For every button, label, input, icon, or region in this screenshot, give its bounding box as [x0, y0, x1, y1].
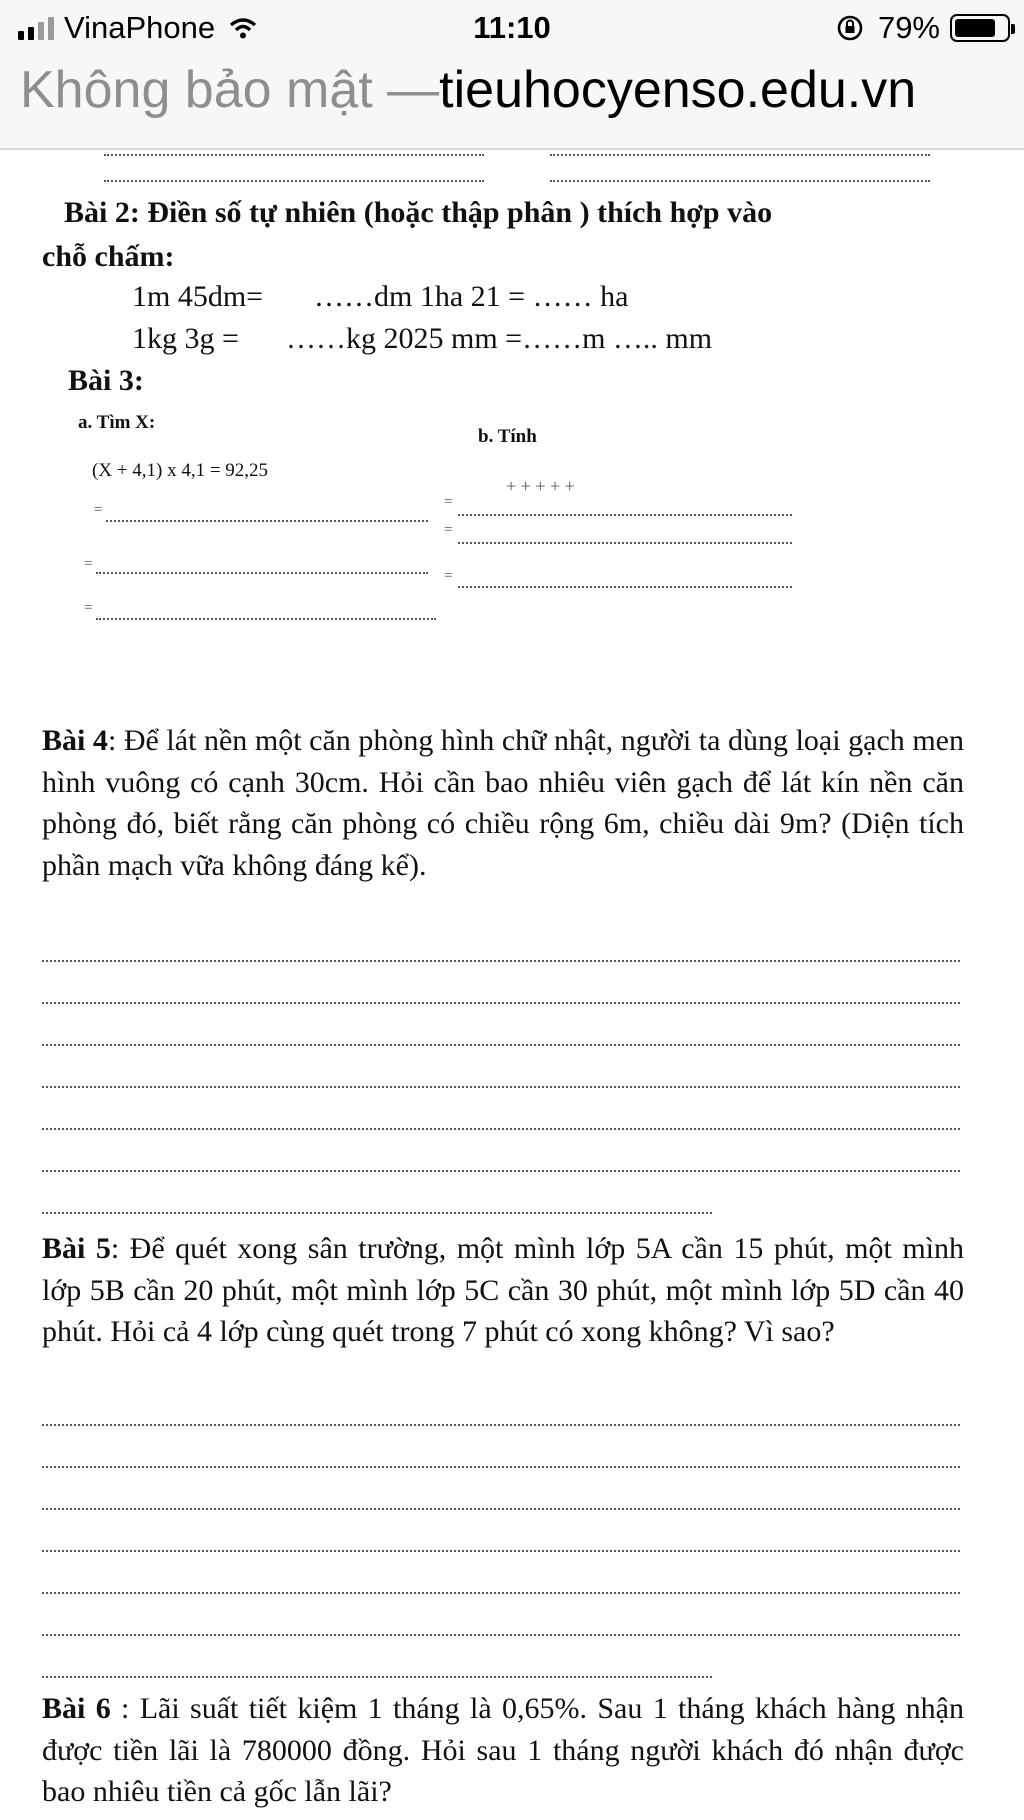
answer-line: [458, 542, 792, 544]
answer-line: [96, 572, 428, 574]
bai4-body: : Để lát nền một căn phòng hình chữ nhật, người ta dùng loại gạch men hình vuông có cạnh 30cm. Hỏi cần bao nhiêu viên gạch để lát kín nền căn phòng đó, biết rằng căn phòng có chiều rộng 6m, chiều dài 9m? (Diện tích phần mạch vữa không đáng kể).: [42, 724, 964, 882]
url-security-label: Không bảo mật —: [20, 61, 440, 119]
answer-line: [42, 1128, 960, 1130]
battery-percent: 79%: [877, 10, 940, 45]
equals-sign: =: [444, 522, 453, 538]
bai2-row1-left: 1m 45dm=: [132, 280, 264, 313]
bai2-title: Bài 2: Điền số tự nhiên (hoặc thập phân ) thích hợp vào: [64, 196, 773, 229]
answer-line: [42, 1676, 712, 1678]
answer-line: [42, 1170, 960, 1172]
bai6-label: Bài 6: [42, 1692, 111, 1725]
answer-line: [104, 180, 484, 182]
answer-line: [42, 1002, 960, 1004]
answer-line: [550, 154, 930, 156]
bai2-row2-right: ……kg 2025 mm =……m ….. mm: [286, 322, 713, 355]
answer-line: [458, 514, 792, 516]
bai5-label: Bài 5: [42, 1232, 111, 1265]
bai5-body: : Để quét xong sân trường, một mình lớp 5A cần 15 phút, một mình lớp 5B cần 20 phút, một mình lớp 5C cần 30 phút, một mình lớp 5D cần 40 phút. Hỏi cả 4 lớp cùng quét trong 7 phút có xong không? Vì sao?: [42, 1232, 964, 1348]
bai6-body: : Lãi suất tiết kiệm 1 tháng là 0,65%. Sau 1 tháng khách hàng nhận được tiền lãi là 780000 đồng. Hỏi sau 1 tháng người khách đó nhận được bao nhiêu tiền cả gốc lẫn lãi?: [42, 1692, 964, 1808]
equals-sign: =: [444, 568, 453, 584]
bai2-row1-right: ……dm 1ha 21 = …… ha: [314, 280, 629, 313]
equals-sign: =: [84, 556, 93, 572]
answer-line: [106, 520, 428, 522]
answer-line: [42, 1424, 960, 1426]
answer-line: [42, 1634, 960, 1636]
answer-line: [42, 1086, 960, 1088]
answer-line: [42, 1550, 960, 1552]
battery-icon: [950, 14, 1010, 42]
carrier-name: VinaPhone: [64, 10, 216, 45]
bai3-part-b: b. Tính: [478, 426, 537, 447]
answer-line: [42, 1592, 960, 1594]
status-right: [836, 10, 1010, 46]
bai3-title: Bài 3:: [68, 364, 144, 397]
status-time: 11:10: [473, 10, 551, 45]
answer-line: [42, 1044, 960, 1046]
battery-fill: [955, 19, 995, 37]
bai3-part-a: a. Tìm X:: [78, 412, 156, 433]
equals-sign: =: [84, 600, 93, 616]
url-domain: tieuhocyenso.edu.vn: [439, 61, 917, 119]
document-page: [0, 150, 1024, 1820]
bai3-equation: (X + 4,1) x 4,1 = 92,25: [92, 460, 269, 481]
bai6-text: [42, 1688, 964, 1813]
url-bar[interactable]: [0, 58, 1024, 150]
answer-line: [96, 618, 436, 620]
bai2-row2-left: 1kg 3g =: [132, 322, 239, 355]
bai5-text: [42, 1228, 964, 1353]
answer-line: [42, 1212, 712, 1214]
answer-line: [42, 1508, 960, 1510]
answer-line: [104, 154, 484, 156]
answer-line: [458, 586, 792, 588]
bai4-label: Bài 4: [42, 724, 108, 757]
status-bar: [0, 0, 1024, 58]
rotation-lock-icon: [836, 14, 864, 42]
bai4-text: [42, 720, 964, 886]
equals-sign: =: [444, 494, 453, 510]
answer-line: [42, 1466, 960, 1468]
equals-sign: =: [94, 502, 103, 518]
answer-line: [550, 180, 930, 182]
bai3-plus-row: + + + + +: [506, 476, 575, 496]
bai2-title-cont: chỗ chấm:: [42, 240, 175, 273]
answer-line: [42, 960, 960, 962]
